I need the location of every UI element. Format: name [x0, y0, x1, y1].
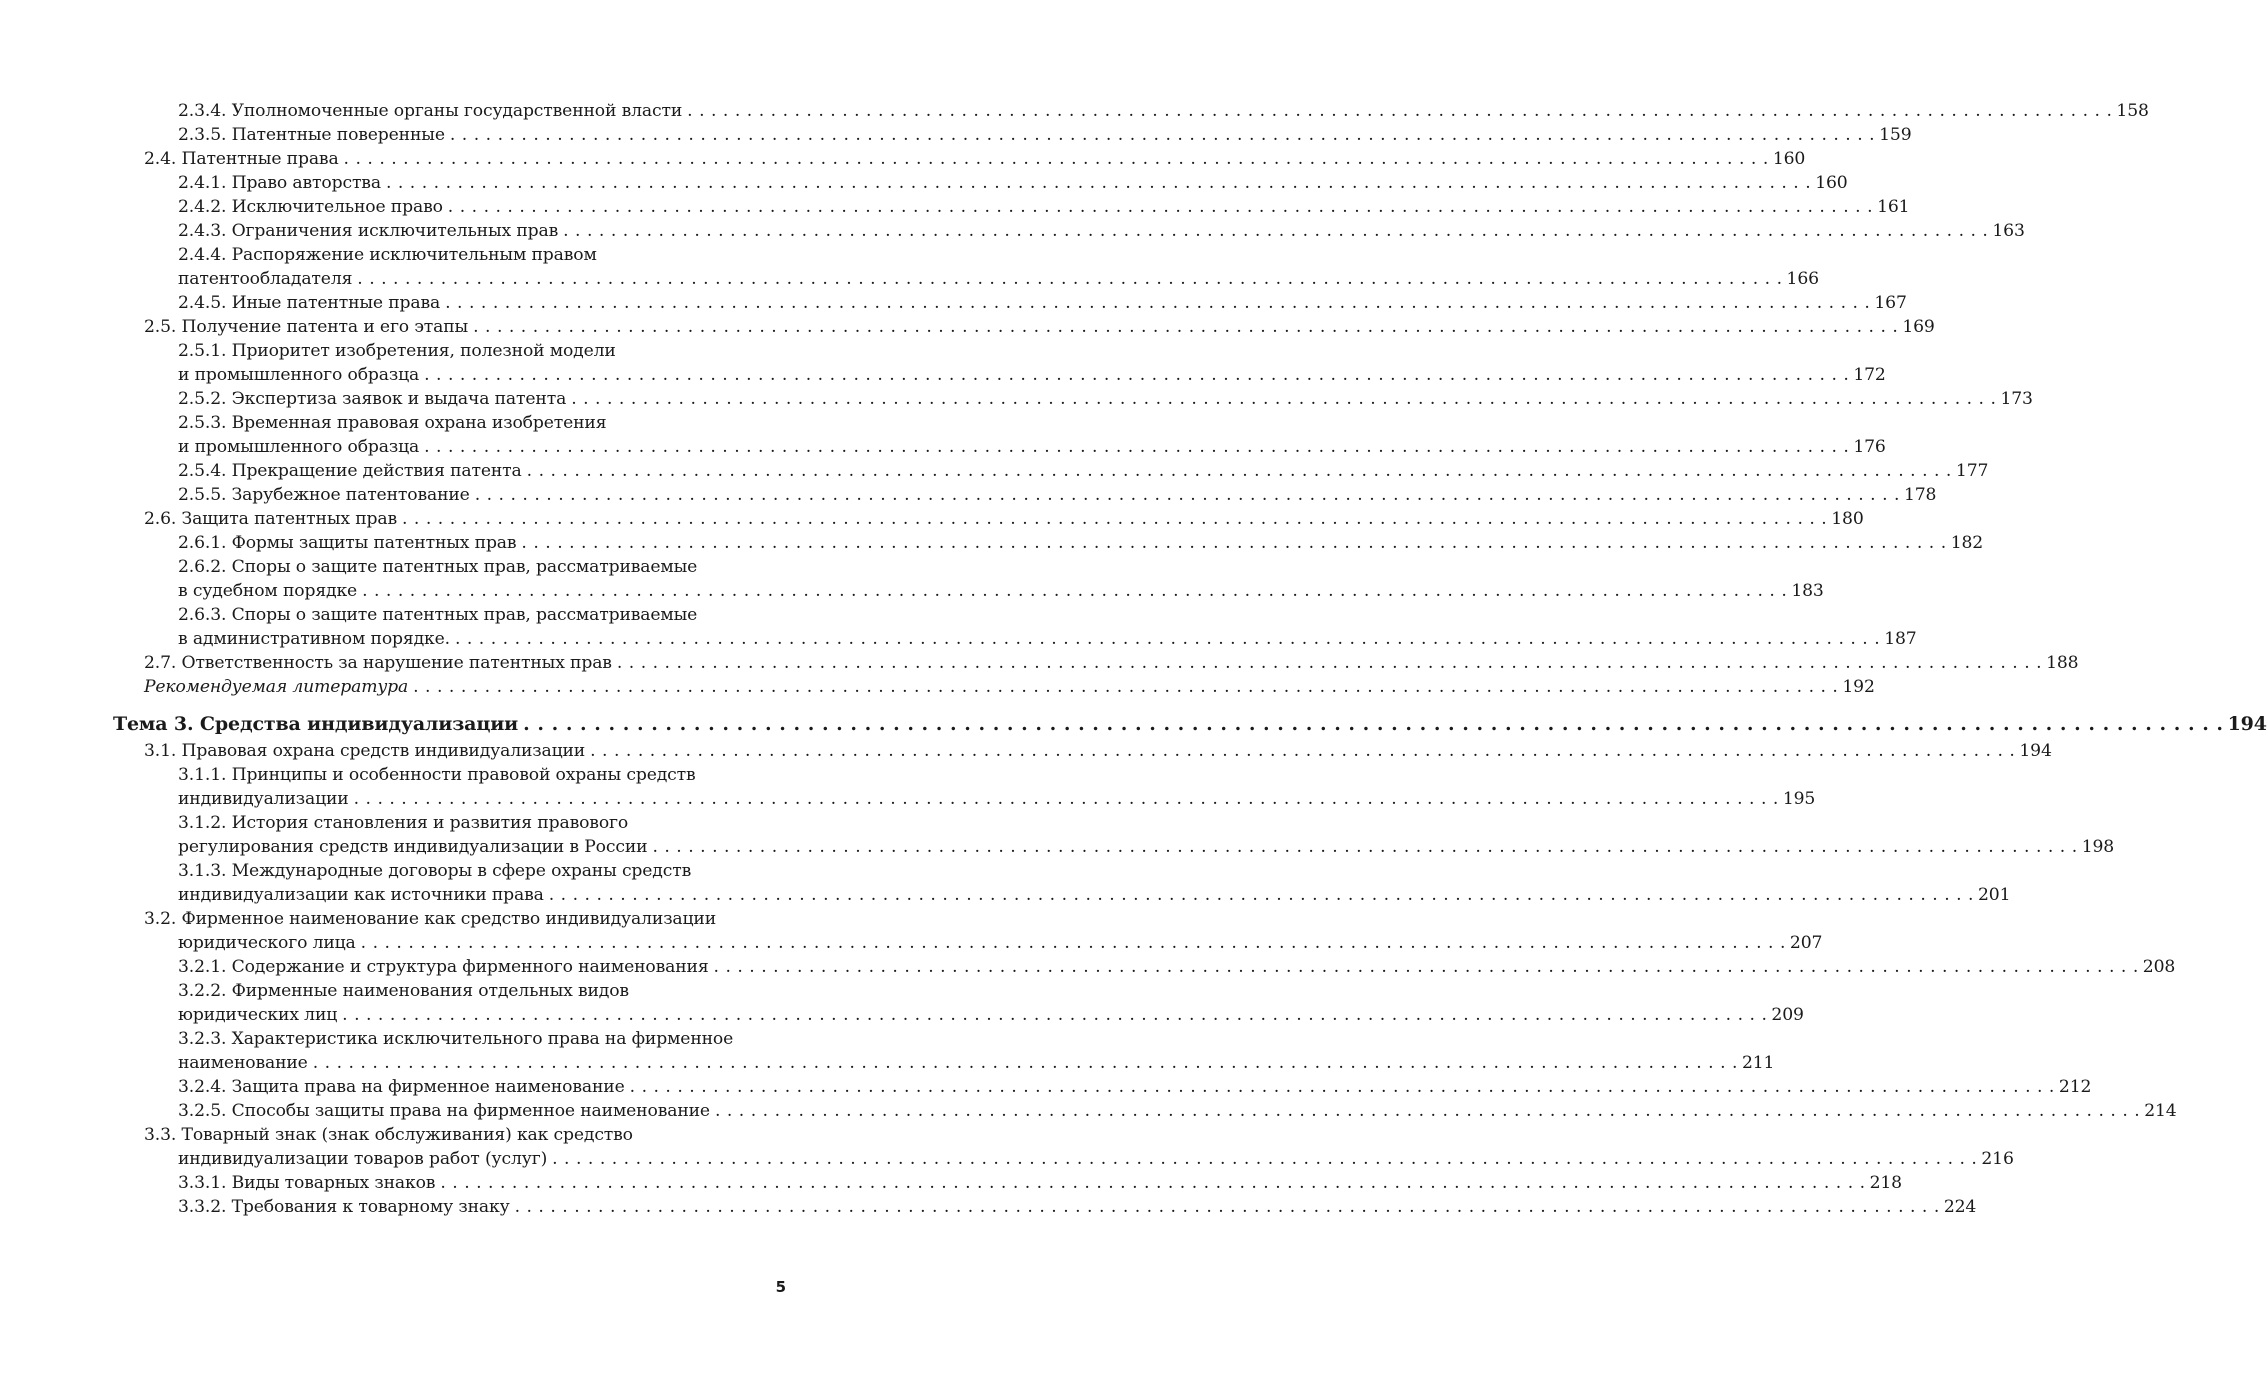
toc-entry [0, 123, 1912, 147]
toc-entry [0, 555, 1824, 603]
toc-entry [0, 531, 1984, 555]
toc-entry [0, 907, 1823, 955]
toc-entry-title: 3.2.1. Содержание и структура фирменного наименования [178, 957, 709, 977]
toc-entry [0, 763, 1816, 811]
toc-entry-page: 158 [2116, 101, 2149, 121]
dot-leader: . . . . . . . . . . . . . . . . . . . . . . . . . . . . . . . . . . . . . . . . . . . . . . . . . . . . . . . . . . . . . . . . . . . . . . . . . . . . . . . . . . . . . . . . . . . . . . . . . . . . . . . . . . . . . . . . . . . . . . . . [402, 509, 1828, 529]
toc-entry-title-line: 2.6.3. Споры о защите патентных прав, рассматриваемые [178, 605, 698, 625]
toc-entry-title: 3.3.2. Требования к товарному знаку [178, 1197, 510, 1217]
toc-entry [0, 979, 1804, 1027]
dot-leader: . . . . . . . . . . . . . . . . . . . . . . . . . . . . . . . . . . . . . . . . . . . . . . . . . . . . . . . . . . . . . . . . . . . . . . . . . . . . . . . . . . . . . . . . . . . . . . . . . . . . . . . . . . . . . . . . . . . . . . . . [521, 533, 1947, 553]
toc-entry-title: 2.6. Защита патентных прав [144, 509, 397, 529]
toc-entry-page: 207 [1789, 933, 1823, 953]
toc-entry [0, 99, 2149, 123]
toc-entry-title: Тема 3. Средства индивидуализации [113, 713, 519, 735]
dot-leader: . . . . . . . . . . . . . . . . . . . . . . . . . . . . . . . . . . . . . . . . . . . . . . . . . . . . . . . . . . . . . . . . . . . . . . . . . . . . . . . . . . . . . . . . . . . . . . . . . . . . . . . . . . . . . . . . . . . . . . . . [548, 885, 1975, 905]
toc-entry [0, 603, 1917, 651]
toc-entry [0, 171, 1848, 195]
toc-entry [0, 507, 1864, 531]
toc-entry-title-line: 3.2. Фирменное наименование как средство индивидуализации [144, 909, 717, 929]
toc-entry [0, 711, 2267, 737]
toc-entry [0, 243, 1819, 291]
toc-entry-page: 159 [1879, 125, 1912, 145]
toc-entry-page: 216 [1981, 1149, 2014, 1169]
toc-entry-page: 173 [2000, 389, 2033, 409]
toc-entry-title-line: 2.5.1. Приоритет изобретения, полезной модели [178, 341, 616, 361]
toc-entry-title: и промышленного образца [178, 437, 420, 457]
toc-entry-page: 198 [2081, 837, 2115, 857]
dot-leader: . . . . . . . . . . . . . . . . . . . . . . . . . . . . . . . . . . . . . . . . . . . . . . . . . . . . . . . . . . . . . . . . . . . . . . . . . . . . . . . . . . . . . . . . . . . . . . . . . . . . . . . . . . . . . . . . . . . . . . . . [713, 957, 2139, 977]
toc-entry [0, 291, 1907, 315]
toc-entry [0, 1027, 1775, 1075]
toc-entry-title: 3.2.4. Защита права на фирменное наименование [178, 1077, 625, 1097]
toc-entry-title-line: 3.2.3. Характеристика исключительного права на фирменное [178, 1029, 734, 1049]
dot-leader: . . . . . . . . . . . . . . . . . . . . . . . . . . . . . . . . . . . . . . . . . . . . . . . . . . . . . . . . . . . . . . . . . . . . . . . . . . . . . . . . . . . . . . . . . . . . . . . . . . . . . . . . . . . . . . . . . . . . . . . . [590, 741, 2016, 761]
toc-entry [0, 651, 2079, 675]
toc-entry-page: 187 [1884, 629, 1917, 649]
toc-entry-title: наименование [178, 1053, 308, 1073]
toc-entry-page: 177 [1955, 461, 1989, 481]
dot-leader: . . . . . . . . . . . . . . . . . . . . . . . . . . . . . . . . . . . . . . . . . . . . . . . . . . . . . . . . . . . . . . . . . . . . . . . . . . . . . . . . . . . . . . . . . . . . . . . . . . . . . . . . . . . . . . . . . . . . . . . . [552, 1149, 1978, 1169]
dot-leader: . . . . . . . . . . . . . . . . . . . . . . . . . . . . . . . . . . . . . . . . . . . . . . . . . . . . . . . . . . . . . . . . . . . . . . . . . . . . . . . . . . . . . . . . . . . . . . . . . . . . . . . . . . . . . . . . . . . . . . . . [523, 713, 2224, 735]
toc-entry-page: 192 [1842, 677, 1875, 697]
toc-entry-page: 212 [2058, 1077, 2092, 1097]
toc-entry [0, 195, 1910, 219]
toc-entry-title: 2.4. Патентные права [144, 149, 339, 169]
toc-entry-title-line: 2.5.3. Временная правовая охрана изобретения [178, 413, 607, 433]
toc-entry-page: 182 [1950, 533, 1984, 553]
toc-entry-title-line: 3.1.1. Принципы и особенности правовой охраны средств [178, 765, 696, 785]
toc-entry-page: 201 [1978, 885, 2011, 905]
dot-leader: . . . . . . . . . . . . . . . . . . . . . . . . . . . . . . . . . . . . . . . . . . . . . . . . . . . . . . . . . . . . . . . . . . . . . . . . . . . . . . . . . . . . . . . . . . . . . . . . . . . . . . . . . . . . . . . . . . . . . . . . [342, 1005, 1768, 1025]
toc-entry-title: 2.5.2. Экспертиза заявок и выдача патента [178, 389, 567, 409]
toc-entry-page: 180 [1831, 509, 1864, 529]
toc-entry-title: регулирования средств индивидуализации в России [178, 837, 648, 857]
toc-entry-title: в судебном порядке [178, 581, 358, 601]
dot-leader: . . . . . . . . . . . . . . . . . . . . . . . . . . . . . . . . . . . . . . . . . . . . . . . . . . . . . . . . . . . . . . . . . . . . . . . . . . . . . . . . . . . . . . . . . . . . . . . . . . . . . . . . . . . . . . . . . . . . . . . . [440, 1173, 1866, 1193]
toc-entry-page: 208 [2142, 957, 2176, 977]
dot-leader: . . . . . . . . . . . . . . . . . . . . . . . . . . . . . . . . . . . . . . . . . . . . . . . . . . . . . . . . . . . . . . . . . . . . . . . . . . . . . . . . . . . . . . . . . . . . . . . . . . . . . . . . . . . . . . . . . . . . . . . . [454, 629, 1881, 649]
toc-entry [0, 811, 2115, 859]
toc-entry-page: 166 [1786, 269, 1819, 289]
dot-leader: . . . . . . . . . . . . . . . . . . . . . . . . . . . . . . . . . . . . . . . . . . . . . . . . . . . . . . . . . . . . . . . . . . . . . . . . . . . . . . . . . . . . . . . . . . . . . . . . . . . . . . . . . . . . . . . . . . . . . . . . [449, 125, 1876, 145]
dot-leader: . . . . . . . . . . . . . . . . . . . . . . . . . . . . . . . . . . . . . . . . . . . . . . . . . . . . . . . . . . . . . . . . . . . . . . . . . . . . . . . . . . . . . . . . . . . . . . . . . . . . . . . . . . . . . . . . . . . . . . . . [424, 437, 1850, 457]
toc-entry [0, 219, 2025, 243]
dot-leader: . . . . . . . . . . . . . . . . . . . . . . . . . . . . . . . . . . . . . . . . . . . . . . . . . . . . . . . . . . . . . . . . . . . . . . . . . . . . . . . . . . . . . . . . . . . . . . . . . . . . . . . . . . . . . . . . . . . . . . . . [447, 197, 1874, 217]
toc-entry-page: 161 [1877, 197, 1910, 217]
toc-entry-title-line: 2.4.4. Распоряжение исключительным правом [178, 245, 597, 265]
toc-entry-page: 209 [1771, 1005, 1804, 1025]
dot-leader: . . . . . . . . . . . . . . . . . . . . . . . . . . . . . . . . . . . . . . . . . . . . . . . . . . . . . . . . . . . . . . . . . . . . . . . . . . . . . . . . . . . . . . . . . . . . . . . . . . . . . . . . . . . . . . . . . . . . . . . . [526, 461, 1952, 481]
toc-entry [0, 1075, 2092, 1099]
toc-entry-title-line: 3.3. Товарный знак (знак обслуживания) как средство [144, 1125, 633, 1145]
toc-entry-title: Рекомендуемая литература [144, 677, 409, 697]
dot-leader: . . . . . . . . . . . . . . . . . . . . . . . . . . . . . . . . . . . . . . . . . . . . . . . . . . . . . . . . . . . . . . . . . . . . . . . . . . . . . . . . . . . . . . . . . . . . . . . . . . . . . . . . . . . . . . . . . . . . . . . . [514, 1197, 1940, 1217]
dot-leader: . . . . . . . . . . . . . . . . . . . . . . . . . . . . . . . . . . . . . . . . . . . . . . . . . . . . . . . . . . . . . . . . . . . . . . . . . . . . . . . . . . . . . . . . . . . . . . . . . . . . . . . . . . . . . . . . . . . . . . . . [360, 933, 1786, 953]
toc-entry-page: 163 [1992, 221, 2025, 241]
toc-entry-title: 2.5.4. Прекращение действия патента [178, 461, 522, 481]
toc-entry-title: 2.4.2. Исключительное право [178, 197, 443, 217]
toc-entry-title: 3.1. Правовая охрана средств индивидуализации [144, 741, 586, 761]
toc-entry-title-line: 2.6.2. Споры о защите патентных прав, рассматриваемые [178, 557, 698, 577]
dot-leader: . . . . . . . . . . . . . . . . . . . . . . . . . . . . . . . . . . . . . . . . . . . . . . . . . . . . . . . . . . . . . . . . . . . . . . . . . . . . . . . . . . . . . . . . . . . . . . . . . . . . . . . . . . . . . . . . . . . . . . . . [474, 485, 1900, 505]
toc-entry [0, 675, 1875, 699]
toc-entry-title: индивидуализации товаров работ (услуг) [178, 1149, 548, 1169]
toc-entry-title: индивидуализации как источники права [178, 885, 544, 905]
toc-entry [0, 483, 1937, 507]
toc-entry-page: 176 [1853, 437, 1886, 457]
toc-entry-page: 178 [1903, 485, 1937, 505]
toc-entry-title: 2.3.5. Патентные поверенные [178, 125, 445, 145]
toc-entry [0, 859, 2011, 907]
dot-leader: . . . . . . . . . . . . . . . . . . . . . . . . . . . . . . . . . . . . . . . . . . . . . . . . . . . . . . . . . . . . . . . . . . . . . . . . . . . . . . . . . . . . . . . . . . . . . . . . . . . . . . . . . . . . . . . . . . . . . . . . [362, 581, 1788, 601]
dot-leader: . . . . . . . . . . . . . . . . . . . . . . . . . . . . . . . . . . . . . . . . . . . . . . . . . . . . . . . . . . . . . . . . . . . . . . . . . . . . . . . . . . . . . . . . . . . . . . . . . . . . . . . . . . . . . . . . . . . . . . . . [312, 1053, 1738, 1073]
toc-entry-page: 194 [2019, 741, 2052, 761]
toc-entry-title: 2.4.5. Иные патентные права [178, 293, 441, 313]
dot-leader: . . . . . . . . . . . . . . . . . . . . . . . . . . . . . . . . . . . . . . . . . . . . . . . . . . . . . . . . . . . . . . . . . . . . . . . . . . . . . . . . . . . . . . . . . . . . . . . . . . . . . . . . . . . . . . . . . . . . . . . . [473, 317, 1899, 337]
toc-entry-title: юридических лиц [178, 1005, 338, 1025]
toc-entry-title: патентообладателя [178, 269, 353, 289]
toc-entry-page: 214 [2144, 1101, 2177, 1121]
dot-leader: . . . . . . . . . . . . . . . . . . . . . . . . . . . . . . . . . . . . . . . . . . . . . . . . . . . . . . . . . . . . . . . . . . . . . . . . . . . . . . . . . . . . . . . . . . . . . . . . . . . . . . . . . . . . . . . . . . . . . . . . [629, 1077, 2055, 1097]
toc-entry [0, 459, 1989, 483]
dot-leader: . . . . . . . . . . . . . . . . . . . . . . . . . . . . . . . . . . . . . . . . . . . . . . . . . . . . . . . . . . . . . . . . . . . . . . . . . . . . . . . . . . . . . . . . . . . . . . . . . . . . . . . . . . . . . . . . . . . . . . . . [616, 653, 2043, 673]
toc-entry-title: индивидуализации [178, 789, 349, 809]
toc-entry-title: 2.7. Ответственность за нарушение патентных прав [144, 653, 612, 673]
dot-leader: . . . . . . . . . . . . . . . . . . . . . . . . . . . . . . . . . . . . . . . . . . . . . . . . . . . . . . . . . . . . . . . . . . . . . . . . . . . . . . . . . . . . . . . . . . . . . . . . . . . . . . . . . . . . . . . . . . . . . . . . [357, 269, 1783, 289]
toc-entry-page: 160 [1815, 173, 1848, 193]
toc-entry [0, 315, 1935, 339]
table-of-contents [0, 99, 2267, 1219]
toc-entry-title: в административном порядке. [178, 629, 450, 649]
toc-entry-title: 2.3.4. Уполномоченные органы государственной власти [178, 101, 683, 121]
toc-entry [0, 1099, 2177, 1123]
toc-entry [0, 1195, 1977, 1219]
dot-leader: . . . . . . . . . . . . . . . . . . . . . . . . . . . . . . . . . . . . . . . . . . . . . . . . . . . . . . . . . . . . . . . . . . . . . . . . . . . . . . . . . . . . . . . . . . . . . . . . . . . . . . . . . . . . . . . . . . . . . . . . [563, 221, 1989, 241]
toc-entry-page: 160 [1772, 149, 1806, 169]
dot-leader: . . . . . . . . . . . . . . . . . . . . . . . . . . . . . . . . . . . . . . . . . . . . . . . . . . . . . . . . . . . . . . . . . . . . . . . . . . . . . . . . . . . . . . . . . . . . . . . . . . . . . . . . . . . . . . . . . . . . . . . . [571, 389, 1997, 409]
toc-entry-page: 167 [1874, 293, 1907, 313]
dot-leader: . . . . . . . . . . . . . . . . . . . . . . . . . . . . . . . . . . . . . . . . . . . . . . . . . . . . . . . . . . . . . . . . . . . . . . . . . . . . . . . . . . . . . . . . . . . . . . . . . . . . . . . . . . . . . . . . . . . . . . . . [687, 101, 2113, 121]
dot-leader: . . . . . . . . . . . . . . . . . . . . . . . . . . . . . . . . . . . . . . . . . . . . . . . . . . . . . . . . . . . . . . . . . . . . . . . . . . . . . . . . . . . . . . . . . . . . . . . . . . . . . . . . . . . . . . . . . . . . . . . . [353, 789, 1779, 809]
dot-leader: . . . . . . . . . . . . . . . . . . . . . . . . . . . . . . . . . . . . . . . . . . . . . . . . . . . . . . . . . . . . . . . . . . . . . . . . . . . . . . . . . . . . . . . . . . . . . . . . . . . . . . . . . . . . . . . . . . . . . . . . [424, 365, 1850, 385]
toc-entry-title-line: 3.2.2. Фирменные наименования отдельных видов [178, 981, 629, 1001]
toc-entry-page: 188 [2046, 653, 2079, 673]
dot-leader: . . . . . . . . . . . . . . . . . . . . . . . . . . . . . . . . . . . . . . . . . . . . . . . . . . . . . . . . . . . . . . . . . . . . . . . . . . . . . . . . . . . . . . . . . . . . . . . . . . . . . . . . . . . . . . . . . . . . . . . . [343, 149, 1769, 169]
toc-entry [0, 739, 2052, 763]
toc-entry-page: 169 [1902, 317, 1935, 337]
toc-entry-page: 224 [1943, 1197, 1977, 1217]
toc-entry-title: 2.4.3. Ограничения исключительных прав [178, 221, 559, 241]
toc-entry-title: 2.5. Получение патента и его этапы [144, 317, 469, 337]
toc-entry [0, 1171, 1902, 1195]
toc-entry [0, 955, 2176, 979]
dot-leader: . . . . . . . . . . . . . . . . . . . . . . . . . . . . . . . . . . . . . . . . . . . . . . . . . . . . . . . . . . . . . . . . . . . . . . . . . . . . . . . . . . . . . . . . . . . . . . . . . . . . . . . . . . . . . . . . . . . . . . . . [652, 837, 2078, 857]
toc-entry-page: 195 [1782, 789, 1816, 809]
toc-entry-page: 218 [1869, 1173, 1902, 1193]
toc-entry-title: 2.4.1. Право авторства [178, 173, 381, 193]
toc-entry-title-line: 3.1.2. История становления и развития правового [178, 813, 629, 833]
toc-entry-page: 172 [1853, 365, 1886, 385]
toc-entry-title-line: 3.1.3. Международные договоры в сфере охраны средств [178, 861, 692, 881]
toc-entry [0, 387, 2033, 411]
toc-entry-page: 183 [1791, 581, 1824, 601]
toc-entry [0, 339, 1886, 387]
dot-leader: . . . . . . . . . . . . . . . . . . . . . . . . . . . . . . . . . . . . . . . . . . . . . . . . . . . . . . . . . . . . . . . . . . . . . . . . . . . . . . . . . . . . . . . . . . . . . . . . . . . . . . . . . . . . . . . . . . . . . . . . [445, 293, 1871, 313]
toc-entry [0, 411, 1886, 459]
toc-entry-title: 2.5.5. Зарубежное патентование [178, 485, 470, 505]
toc-entry-title: 2.6.1. Формы защиты патентных прав [178, 533, 517, 553]
toc-entry-title: и промышленного образца [178, 365, 420, 385]
toc-entry [0, 1123, 2014, 1171]
dot-leader: . . . . . . . . . . . . . . . . . . . . . . . . . . . . . . . . . . . . . . . . . . . . . . . . . . . . . . . . . . . . . . . . . . . . . . . . . . . . . . . . . . . . . . . . . . . . . . . . . . . . . . . . . . . . . . . . . . . . . . . . [413, 677, 1839, 697]
toc-entry [0, 147, 1806, 171]
page-number: 5 [775, 1278, 786, 1296]
toc-entry-title: 3.2.5. Способы защиты права на фирменное наименование [178, 1101, 710, 1121]
toc-entry-page: 211 [1741, 1053, 1775, 1073]
toc-entry-title: 3.3.1. Виды товарных знаков [178, 1173, 436, 1193]
dot-leader: . . . . . . . . . . . . . . . . . . . . . . . . . . . . . . . . . . . . . . . . . . . . . . . . . . . . . . . . . . . . . . . . . . . . . . . . . . . . . . . . . . . . . . . . . . . . . . . . . . . . . . . . . . . . . . . . . . . . . . . . [714, 1101, 2141, 1121]
toc-entry-page: 194 [2227, 713, 2267, 735]
dot-leader: . . . . . . . . . . . . . . . . . . . . . . . . . . . . . . . . . . . . . . . . . . . . . . . . . . . . . . . . . . . . . . . . . . . . . . . . . . . . . . . . . . . . . . . . . . . . . . . . . . . . . . . . . . . . . . . . . . . . . . . . [385, 173, 1812, 193]
toc-entry-title: юридического лица [178, 933, 356, 953]
